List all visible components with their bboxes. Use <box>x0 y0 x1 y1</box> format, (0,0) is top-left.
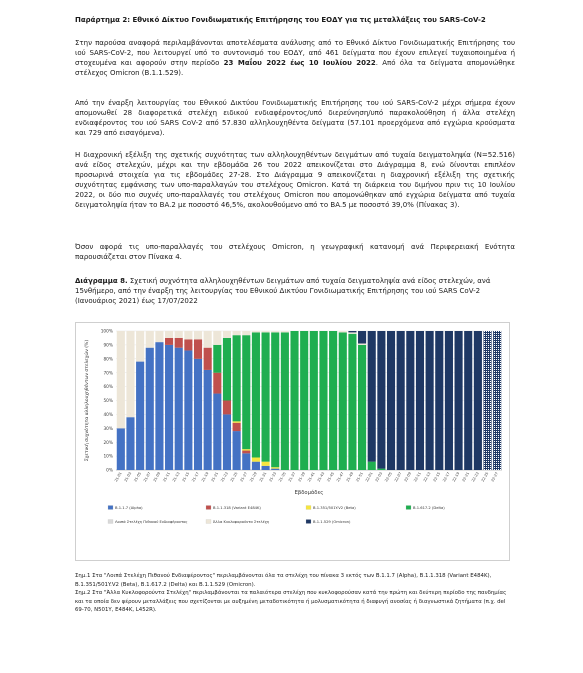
bar-segment <box>464 331 472 470</box>
x-tick-label: 22-21 <box>461 471 471 483</box>
x-tick-label: 21-43 <box>316 471 326 483</box>
bar-segment <box>223 331 231 338</box>
bar-segment <box>184 350 192 470</box>
y-tick-label: 40% <box>103 413 113 418</box>
x-tick-label: 22-27 <box>490 471 500 483</box>
network-paragraph: Από την έναρξη λειτουργίας του Εθνικού Δικτύου Γονιδιωματικής Επιτήρησης του ιού SARS-CoV-2 μέχρι σήμερα έχουν απομονωθεί 28 διαφορετικά στελέχη ειδικού ενδιαφέροντος/υπό διερεύνηση/υπό παρακολούθηση ή άλλα στελέχη ενδιαφέροντος του ιού SARS CoV-2 από 57.830 αλληλουχηθέντα δείγματα (57.101 προερχόμενα από εγχώρια κρούσματα και 729 από εισαγόμενα). <box>75 99 515 137</box>
legend-swatch <box>306 520 311 524</box>
bar-segment <box>397 331 405 470</box>
footnotes <box>75 572 515 615</box>
y-tick-label: 20% <box>103 440 113 446</box>
y-axis-label: Σχετική συχνότητα αλληλουχηθέντων στελεχών (%) <box>85 339 90 462</box>
x-tick-label: 22-19 <box>451 471 461 483</box>
bar-segment <box>233 421 241 422</box>
bar-segment <box>242 449 250 450</box>
x-tick-label: 21-27 <box>239 471 249 483</box>
bar-segment <box>213 345 221 373</box>
bar-segment <box>281 332 289 470</box>
bar-segment <box>368 462 376 470</box>
bar-segment <box>348 332 356 333</box>
bar-segment <box>252 462 260 470</box>
x-tick-label: 21-29 <box>249 471 258 483</box>
bar-segment <box>358 344 366 345</box>
evolution-paragraph: Η διαχρονική εξέλιξη της σχετικής συχνότητας των αλληλουχηθέντων δειγμάτων από τυχαία δειγματοληψία (N=52.516) ανά είδος στελεχών, μέχρι και την εβδομάδα 26 του 2022 απεικονίζεται στο Διάγραμμα 8, ενώ δίνονται επιπλέον προσωρινά στοιχεία για τις εβδομάδες 27-28. Στο Διάγραμμα 9 απεικονίζεται η διαχρονική εξέλιξη της σχετικής συχνότητας εμφάνισης των υπο-παραλλαγών του στελέχους Omicron. Κατά τη διάρκεια του διμήνου πριν τις 10 Ιουλίου 2022, οι δύο πιο συχνές υπο-παραλλαγές του στελέχους Omicron που απομονώθηκαν από εγχώρια δείγματα από τυχαία δειγματοληψία ήταν το BA.2 με ποσοστό 46,5%, ακολουθούμενο από το BA.5 με ποσοστό 39,0% (Πίνακας 3). <box>75 151 515 209</box>
intro-text-b: . Από όλα τα δείγματα απομονώθηκε στέλεχος Omicron (B.1.1.529). <box>75 59 515 77</box>
x-tick-label: 21-05 <box>133 471 142 483</box>
bar-segment <box>300 331 308 470</box>
bar-segment <box>242 335 250 449</box>
bar-segment <box>155 331 163 342</box>
intro-text-a: Στην παρούσα αναφορά περιλαμβάνονται αποτελέσματα ανάλυσης από το Εθνικό Δίκτυο Γονιδιωματικής Επιτήρησης του ιού SARS-CoV-2, που λειτουργεί υπό το συντονισμό του ΕΟΔΥ, από 461 δείγματα που έχουν επιλεγεί τυχαιοποιημένα ή στοχευμένα και αφορούν στην περίοδο <box>75 39 515 67</box>
bar-segment <box>136 331 144 362</box>
bar-segment <box>455 331 463 470</box>
x-tick-label: 21-01 <box>114 471 123 483</box>
bar-segment <box>165 338 173 345</box>
bar-segment <box>329 331 337 470</box>
x-tick-label: 22-07 <box>393 471 403 483</box>
bar-segment <box>223 401 231 415</box>
bar-segment <box>213 394 221 470</box>
bar-segment <box>387 331 395 470</box>
bar-segment <box>435 331 443 470</box>
bar-segment <box>184 339 192 350</box>
bar-segment <box>358 331 366 344</box>
bar-segment <box>339 331 347 332</box>
x-tick-label: 21-49 <box>345 471 355 483</box>
x-tick-label: 21-25 <box>229 471 239 483</box>
stacked-bar-chart <box>76 323 509 560</box>
x-tick-label: 22-25 <box>480 471 490 483</box>
x-tick-label: 21-51 <box>355 471 364 483</box>
bar-segment <box>223 414 231 470</box>
bar-segment <box>290 331 298 470</box>
bar-segment <box>377 331 385 469</box>
x-tick-label: 22-15 <box>432 471 442 483</box>
x-tick-label: 21-45 <box>326 471 335 483</box>
x-tick-label: 22-03 <box>374 471 384 483</box>
x-tick-label: 22-05 <box>384 471 393 483</box>
bar-segment <box>242 451 250 454</box>
x-tick-label: 21-35 <box>278 471 287 483</box>
intro-period: 23 Μαΐου 2022 έως 10 Ιουλίου 2022 <box>223 59 376 67</box>
bar-segment <box>416 331 424 470</box>
x-tick-label: 22-11 <box>413 471 422 483</box>
bar-segment <box>165 345 173 470</box>
bar-segment <box>358 345 366 470</box>
legend-swatch <box>206 520 211 524</box>
bar-segment <box>242 453 250 470</box>
y-tick-label: 70% <box>103 371 113 377</box>
legend-label: B.1.351/501Y.V2 (Beta) <box>313 506 356 510</box>
bar-segment <box>271 469 279 470</box>
y-tick-label: 50% <box>103 399 113 405</box>
y-tick-label: 60% <box>103 385 113 391</box>
bar-segment <box>175 331 183 338</box>
bar-segment <box>310 331 318 470</box>
footnote-2: Σημ.2 Στα "Άλλα Κυκλοφορούντα Στελέχη" περιλαμβάνονται τα παλαιότερα στελέχη που κυκλοφορούσαν κατά την πρώτη και δεύτερη περίοδο της πανδημίας και τα οποία δεν φέρουν μεταλλάξεις που σχετίζονται με αυξημένη μεταδοτικότητα ή μολυσματικότητα ή διαφυγή ανοσίας ή διαγνωστικά ζητήματα (π.χ. del 69-70, N501Y, E484K, L452R). <box>75 590 507 614</box>
legend-label: B.1.1.529 (Omicron) <box>313 520 351 524</box>
bar-segment <box>165 331 173 338</box>
x-tick-label: 21-37 <box>287 471 297 483</box>
bar-segment <box>126 331 134 417</box>
bar-segment <box>117 331 125 428</box>
bar-segment <box>233 331 241 335</box>
bar-segment <box>213 331 221 345</box>
figure-label: Διάγραμμα 8. <box>75 277 128 285</box>
bar-segment <box>204 331 212 348</box>
x-tick-label: 21-07 <box>142 471 152 483</box>
x-tick-label: 21-41 <box>307 471 316 483</box>
bar-segment <box>175 338 183 348</box>
chart-container <box>75 322 510 561</box>
bar-segment <box>194 339 202 358</box>
bar-segment <box>348 334 356 470</box>
bar-segment <box>339 332 347 470</box>
y-tick-label: 0% <box>106 468 113 474</box>
bar-segment <box>445 331 453 470</box>
bar-segment <box>194 331 202 339</box>
bar-segment <box>146 331 154 348</box>
legend-label: B.1.1.318 (Variant E484K) <box>213 506 261 510</box>
bar-segment <box>233 431 241 470</box>
legend-label: B.1.617.2 (Delta) <box>413 506 445 510</box>
bar-segment <box>348 331 356 332</box>
x-tick-label: 21-23 <box>220 471 229 483</box>
bar-segment <box>155 342 163 470</box>
x-tick-label: 21-03 <box>123 471 133 483</box>
x-tick-label: 21-39 <box>297 471 307 483</box>
y-tick-label: 10% <box>103 454 113 460</box>
bar-segment <box>204 348 212 370</box>
x-tick-label: 22-01 <box>364 471 374 483</box>
bar-segment <box>233 335 241 421</box>
bar-segment <box>194 359 202 470</box>
legend-label: B.1.1.7 (Alpha) <box>115 506 143 510</box>
legend-label: Άλλα Κυκλοφορούντα Στελέχη <box>213 520 270 524</box>
x-tick-label: 21-11 <box>162 471 171 483</box>
x-tick-label: 21-33 <box>268 471 278 483</box>
y-tick-label: 100% <box>100 329 113 335</box>
x-tick-label: 21-31 <box>258 471 268 483</box>
bar-segment <box>262 462 270 466</box>
bar-segment <box>262 466 270 470</box>
legend-swatch <box>108 520 113 524</box>
x-tick-label: 22-09 <box>403 471 413 483</box>
figure-caption-text: Σχετική συχνότητα αλληλουχηθέντων δειγμάτων από τυχαία δειγματοληψία ανά είδος στελεχών, ανά 15νθήμερο, από την έναρξη της λειτουργίας του Εθνικού Δικτύου Γονιδιωματικής Επιτήρησης του ιού SARS CoV-2 (Ιανουάριος 2021) έως 17/07/2022 <box>75 277 491 305</box>
bar-segment <box>233 423 241 431</box>
bar-segment <box>377 469 385 470</box>
bar-segment <box>175 348 183 470</box>
bar-segment <box>281 331 289 332</box>
bar-segment <box>271 331 279 332</box>
appendix-heading: Παράρτημα 2: Εθνικό Δίκτυο Γονιδιωματικής Επιτήρησης του ΕΟΔΥ για τις μεταλλάξεις του SARS-CoV-2 <box>75 16 486 24</box>
bar-segment <box>252 457 260 461</box>
x-tick-label: 21-19 <box>200 471 210 483</box>
bar-segment <box>126 417 134 470</box>
subvariant-paragraph: Όσον αφορά τις υπο-παραλλαγές του στελέχους Omicron, η γεωγραφική κατανομή ανά Περιφερειακή Ενότητα παρουσιάζεται στον Πίνακα 4. <box>75 243 515 261</box>
bar-segment <box>271 467 279 468</box>
bar-segment <box>406 331 414 470</box>
bar-segment <box>223 338 231 401</box>
bar-segment <box>146 348 154 470</box>
legend-swatch <box>406 506 411 510</box>
bar-segment <box>204 370 212 470</box>
bar-segment <box>493 331 501 470</box>
bar-segment <box>426 331 434 470</box>
bar-segment <box>252 331 260 332</box>
y-tick-label: 30% <box>103 426 113 432</box>
bar-segment <box>319 331 327 470</box>
bar-segment <box>184 331 192 339</box>
bar-segment <box>262 332 270 461</box>
legend-swatch <box>306 506 311 510</box>
x-axis-label: Εβδομάδες <box>294 490 324 496</box>
bar-segment <box>252 332 260 457</box>
bar-segment <box>262 331 270 332</box>
y-tick-label: 80% <box>103 357 113 363</box>
x-tick-label: 21-17 <box>191 471 200 483</box>
x-tick-label: 21-09 <box>152 471 162 483</box>
bar-segment <box>271 332 279 467</box>
x-tick-label: 21-15 <box>181 471 191 483</box>
bar-segment <box>136 362 144 470</box>
x-tick-label: 21-47 <box>335 471 345 483</box>
bar-segment <box>213 373 221 394</box>
intro-paragraph <box>75 38 515 78</box>
bar-segment <box>117 428 125 470</box>
legend-swatch <box>108 506 113 510</box>
y-tick-label: 90% <box>103 343 113 349</box>
legend-swatch <box>206 506 211 510</box>
x-tick-label: 22-13 <box>422 471 432 483</box>
x-tick-label: 21-13 <box>171 471 181 483</box>
x-tick-label: 22-23 <box>471 471 480 483</box>
bar-segment <box>483 331 491 470</box>
footnote-1: Σημ.1 Στα "Λοιπά Στελέχη Πιθανού Ενδιαφέροντος" περιλαμβάνονται όλα τα στελέχη του πίνακα 3 εκτός των B.1.1.7 (Alpha), B.1.1.318 (Variant E484K), B.1.351/501Y.V2 (Beta), B.1.617.2 (Delta) και B.1.1.529 (Omicron). <box>75 573 492 588</box>
x-tick-label: 21-21 <box>210 471 220 483</box>
bar-segment <box>368 331 376 462</box>
bar-segment <box>242 331 250 335</box>
figure-caption <box>75 276 515 306</box>
x-tick-label: 22-17 <box>442 471 451 483</box>
bar-segment <box>474 331 482 470</box>
legend-label: Λοιπά Στελέχη Πιθανού Ενδιαφέροντος <box>115 520 188 524</box>
